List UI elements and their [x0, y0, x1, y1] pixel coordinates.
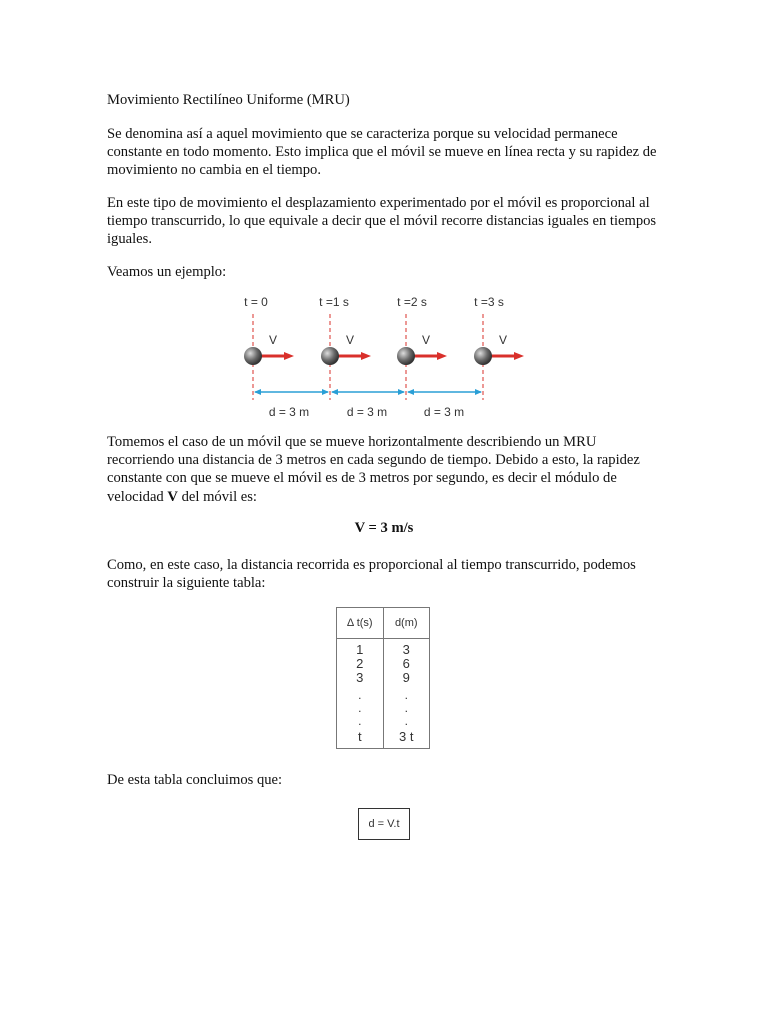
distance-label-1: d = 3 m: [346, 405, 388, 419]
table-column-distance: [384, 639, 430, 749]
table-cell: 1: [356, 642, 364, 657]
ball-2: [397, 347, 415, 365]
paragraph-displacement: En este tipo de movimiento el desplazamiento experimentado por el móvil es proporcional al tiempo transcurrido, lo que equivale a decir que el móvil recorre distancias iguales en tiempos iguales.: [107, 195, 657, 248]
ball-3: [474, 347, 492, 365]
page-title: Movimiento Rectilíneo Uniforme (MRU): [107, 92, 350, 108]
distance-time-table: [336, 607, 430, 749]
paragraph-conclusion: De esta tabla concluimos que:: [107, 772, 283, 788]
paragraph-table-intro: Como, en este caso, la distancia recorrida es proporcional al tiempo transcurrido, podemos construir la siguiente tabla:: [107, 557, 636, 592]
formula-box: d = V.t: [358, 808, 410, 840]
table-cell: 3 t: [399, 729, 414, 744]
table-header-distance: d(m): [394, 617, 418, 629]
paragraph-example-intro: Veamos un ejemplo:: [107, 264, 227, 280]
time-label-3: t =3 s: [474, 295, 504, 309]
table-header-time: Δ t(s): [337, 608, 384, 638]
time-label-0: t = 0: [244, 295, 268, 309]
velocity-symbol: V: [167, 488, 178, 505]
distance-label-2: d = 3 m: [423, 405, 465, 419]
paragraph-definition: Se denomina así a aquel movimiento que se caracteriza porque su velocidad permanece constante en todo momento. Esto implica que el móvil se mueve en línea recta y su rapidez de movimiento no cambia en el tiempo.: [107, 126, 657, 179]
ellipsis-dots: . . .: [404, 688, 408, 728]
table-cell: t: [357, 729, 362, 744]
paragraph-example: [107, 433, 667, 506]
velocity-label-0: V: [269, 333, 278, 347]
velocity-equation: V = 3 m/s: [354, 520, 414, 536]
mru-diagram: [228, 290, 538, 425]
paragraph-example-text-b: del móvil es:: [177, 488, 257, 505]
time-label-2: t =2 s: [397, 295, 427, 309]
table-cell: 3: [356, 670, 364, 685]
time-label-1: t =1 s: [319, 295, 349, 309]
paragraph-example-text-a: Tomemos el caso de un móvil que se mueve horizontalmente describiendo un MRU recorriendo una distancia de 3 metros en cada segundo de tiempo. Debido a esto, la rapidez constante con que se mueve el móvil es de 3 metros por segundo, es decir el módulo de velocidad: [107, 434, 640, 505]
table-cell: 3: [402, 642, 410, 657]
table-cell: 2: [356, 656, 364, 671]
velocity-label-3: V: [499, 333, 508, 347]
ball-1: [321, 347, 339, 365]
table-cell: 6: [402, 656, 410, 671]
ball-0: [244, 347, 262, 365]
ellipsis-dots: . . .: [358, 688, 362, 728]
table-column-time: [337, 639, 384, 749]
table-cell: 9: [402, 670, 410, 685]
distance-label-0: d = 3 m: [268, 405, 310, 419]
velocity-label-1: V: [346, 333, 355, 347]
velocity-label-2: V: [422, 333, 431, 347]
